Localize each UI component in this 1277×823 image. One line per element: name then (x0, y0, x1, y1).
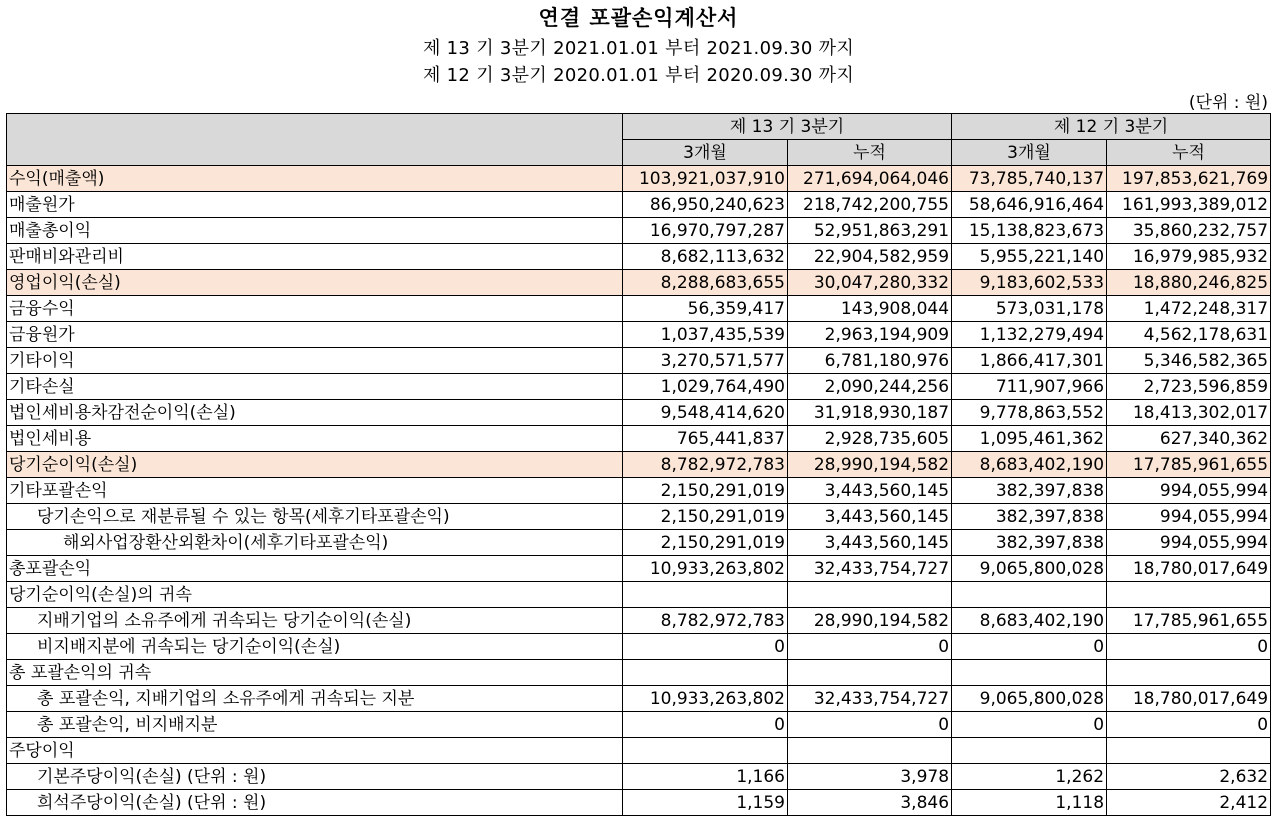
row-value: 30,047,280,332 (788, 270, 952, 296)
row-value: 8,682,113,632 (623, 244, 788, 270)
header-prior-3months: 3개월 (952, 140, 1107, 166)
row-value: 3,443,560,145 (788, 478, 952, 504)
row-label: 영업이익(손실) (7, 270, 623, 296)
row-value: 32,433,754,727 (788, 556, 952, 582)
table-row (7, 530, 1271, 556)
row-value: 17,785,961,655 (1107, 452, 1271, 478)
row-value: 18,880,246,825 (1107, 270, 1271, 296)
row-label: 총 포괄손익, 비지배지분 (7, 712, 623, 738)
row-value: 58,646,916,464 (952, 192, 1107, 218)
row-value: 0 (623, 634, 788, 660)
row-value: 5,955,221,140 (952, 244, 1107, 270)
row-value: 9,065,800,028 (952, 556, 1107, 582)
row-value: 382,397,838 (952, 504, 1107, 530)
table-row (7, 166, 1271, 192)
row-value: 103,921,037,910 (623, 166, 788, 192)
row-value: 8,683,402,190 (952, 608, 1107, 634)
row-label: 기본주당이익(손실) (단위 : 원) (7, 764, 623, 790)
row-value: 1,132,279,494 (952, 322, 1107, 348)
table-row (7, 556, 1271, 582)
row-label: 법인세비용차감전순이익(손실) (7, 400, 623, 426)
row-value: 2,150,291,019 (623, 530, 788, 556)
row-value (1107, 582, 1271, 608)
row-value: 0 (623, 712, 788, 738)
table-row (7, 322, 1271, 348)
row-label: 매출총이익 (7, 218, 623, 244)
row-value: 31,918,930,187 (788, 400, 952, 426)
row-value (952, 660, 1107, 686)
table-row (7, 660, 1271, 686)
row-value: 0 (1107, 634, 1271, 660)
table-row (7, 478, 1271, 504)
row-value: 28,990,194,582 (788, 608, 952, 634)
row-value (952, 738, 1107, 764)
income-statement-table (6, 113, 1271, 816)
prior-period: 제 12 기 3분기 2020.01.01 부터 2020.09.30 까지 (422, 65, 855, 86)
row-label: 판매비와관리비 (7, 244, 623, 270)
table-row (7, 608, 1271, 634)
table-row (7, 348, 1271, 374)
row-value: 627,340,362 (1107, 426, 1271, 452)
row-value: 18,780,017,649 (1107, 686, 1271, 712)
row-value (1107, 660, 1271, 686)
header-blank (7, 114, 623, 166)
row-value: 1,037,435,539 (623, 322, 788, 348)
row-value: 18,780,017,649 (1107, 556, 1271, 582)
header-current-3months: 3개월 (623, 140, 788, 166)
row-label: 법인세비용 (7, 426, 623, 452)
row-value: 765,441,837 (623, 426, 788, 452)
row-value: 1,166 (623, 764, 788, 790)
row-value: 1,866,417,301 (952, 348, 1107, 374)
row-value (623, 582, 788, 608)
row-value: 3,846 (788, 790, 952, 816)
row-value: 2,150,291,019 (623, 478, 788, 504)
table-row (7, 712, 1271, 738)
row-value: 711,907,966 (952, 374, 1107, 400)
header-current-period: 제 13 기 3분기 (623, 114, 952, 140)
row-value (952, 582, 1107, 608)
row-value: 3,443,560,145 (788, 504, 952, 530)
header-current-cumulative: 누적 (788, 140, 952, 166)
row-value: 2,090,244,256 (788, 374, 952, 400)
row-value: 86,950,240,623 (623, 192, 788, 218)
row-label: 금융원가 (7, 322, 623, 348)
row-value: 382,397,838 (952, 478, 1107, 504)
row-value: 271,694,064,046 (788, 166, 952, 192)
table-row (7, 504, 1271, 530)
table-row (7, 764, 1271, 790)
row-label: 기타이익 (7, 348, 623, 374)
row-value: 0 (788, 634, 952, 660)
table-row (7, 790, 1271, 816)
row-value: 161,993,389,012 (1107, 192, 1271, 218)
row-value: 17,785,961,655 (1107, 608, 1271, 634)
row-label: 기타손실 (7, 374, 623, 400)
row-value: 4,562,178,631 (1107, 322, 1271, 348)
row-value: 0 (952, 634, 1107, 660)
row-value: 994,055,994 (1107, 504, 1271, 530)
row-value: 1,472,248,317 (1107, 296, 1271, 322)
statement-body (7, 166, 1271, 816)
row-value: 16,970,797,287 (623, 218, 788, 244)
row-value (788, 660, 952, 686)
row-value: 2,150,291,019 (623, 504, 788, 530)
row-label: 비지배지분에 귀속되는 당기순이익(손실) (7, 634, 623, 660)
row-value: 10,933,263,802 (623, 686, 788, 712)
row-value: 2,632 (1107, 764, 1271, 790)
row-label: 매출원가 (7, 192, 623, 218)
row-value: 1,095,461,362 (952, 426, 1107, 452)
row-label: 주당이익 (7, 738, 623, 764)
row-value: 2,723,596,859 (1107, 374, 1271, 400)
row-value: 1,159 (623, 790, 788, 816)
row-value: 28,990,194,582 (788, 452, 952, 478)
row-value: 994,055,994 (1107, 530, 1271, 556)
row-value (623, 738, 788, 764)
table-row (7, 244, 1271, 270)
row-value: 9,065,800,028 (952, 686, 1107, 712)
row-value: 52,951,863,291 (788, 218, 952, 244)
table-row (7, 374, 1271, 400)
row-value: 6,781,180,976 (788, 348, 952, 374)
row-value: 22,904,582,959 (788, 244, 952, 270)
row-value: 382,397,838 (952, 530, 1107, 556)
row-label: 총 포괄손익, 지배기업의 소유주에게 귀속되는 지분 (7, 686, 623, 712)
table-row (7, 426, 1271, 452)
row-value: 9,183,602,533 (952, 270, 1107, 296)
table-row (7, 634, 1271, 660)
row-value: 197,853,621,769 (1107, 166, 1271, 192)
row-label: 희석주당이익(손실) (단위 : 원) (7, 790, 623, 816)
row-value: 3,270,571,577 (623, 348, 788, 374)
row-value: 18,413,302,017 (1107, 400, 1271, 426)
row-label: 금융수익 (7, 296, 623, 322)
row-value: 10,933,263,802 (623, 556, 788, 582)
row-value: 0 (952, 712, 1107, 738)
table-row (7, 452, 1271, 478)
table-row (7, 738, 1271, 764)
table-row (7, 270, 1271, 296)
row-value: 143,908,044 (788, 296, 952, 322)
table-row (7, 192, 1271, 218)
row-label: 해외사업장환산외환차이(세후기타포괄손익) (7, 530, 623, 556)
row-value: 2,928,735,605 (788, 426, 952, 452)
row-value: 73,785,740,137 (952, 166, 1107, 192)
row-value: 8,288,683,655 (623, 270, 788, 296)
row-value: 3,978 (788, 764, 952, 790)
row-value: 0 (788, 712, 952, 738)
row-label: 당기손익으로 재분류될 수 있는 항목(세후기타포괄손익) (7, 504, 623, 530)
row-value: 16,979,985,932 (1107, 244, 1271, 270)
row-value: 2,963,194,909 (788, 322, 952, 348)
row-label: 지배기업의 소유주에게 귀속되는 당기순이익(손실) (7, 608, 623, 634)
row-value: 9,548,414,620 (623, 400, 788, 426)
table-row (7, 582, 1271, 608)
statement-title: 연결 포괄손익계산서 (538, 6, 739, 30)
row-value: 9,778,863,552 (952, 400, 1107, 426)
row-value: 0 (1107, 712, 1271, 738)
header-row-groups (7, 114, 1271, 140)
header-prior-period: 제 12 기 3분기 (952, 114, 1271, 140)
row-label: 수익(매출액) (7, 166, 623, 192)
row-value: 8,683,402,190 (952, 452, 1107, 478)
row-label: 총 포괄손익의 귀속 (7, 660, 623, 686)
row-value (623, 660, 788, 686)
row-value: 15,138,823,673 (952, 218, 1107, 244)
row-value: 8,782,972,783 (623, 608, 788, 634)
row-label: 당기순이익(손실)의 귀속 (7, 582, 623, 608)
row-value: 1,262 (952, 764, 1107, 790)
current-period: 제 13 기 3분기 2021.01.01 부터 2021.09.30 까지 (422, 38, 855, 59)
row-value: 56,359,417 (623, 296, 788, 322)
row-value (788, 582, 952, 608)
row-value (1107, 738, 1271, 764)
row-value: 994,055,994 (1107, 478, 1271, 504)
row-label: 당기순이익(손실) (7, 452, 623, 478)
row-value: 5,346,582,365 (1107, 348, 1271, 374)
row-label: 총포괄손익 (7, 556, 623, 582)
unit-label: (단위 : 원) (1188, 93, 1268, 113)
row-value: 218,742,200,755 (788, 192, 952, 218)
row-value: 2,412 (1107, 790, 1271, 816)
row-value: 8,782,972,783 (623, 452, 788, 478)
header-prior-cumulative: 누적 (1107, 140, 1271, 166)
row-label: 기타포괄손익 (7, 478, 623, 504)
row-value: 32,433,754,727 (788, 686, 952, 712)
row-value: 573,031,178 (952, 296, 1107, 322)
row-value: 3,443,560,145 (788, 530, 952, 556)
table-row (7, 218, 1271, 244)
row-value: 1,029,764,490 (623, 374, 788, 400)
table-row (7, 296, 1271, 322)
table-row (7, 686, 1271, 712)
table-row (7, 400, 1271, 426)
row-value: 35,860,232,757 (1107, 218, 1271, 244)
row-value (788, 738, 952, 764)
row-value: 1,118 (952, 790, 1107, 816)
